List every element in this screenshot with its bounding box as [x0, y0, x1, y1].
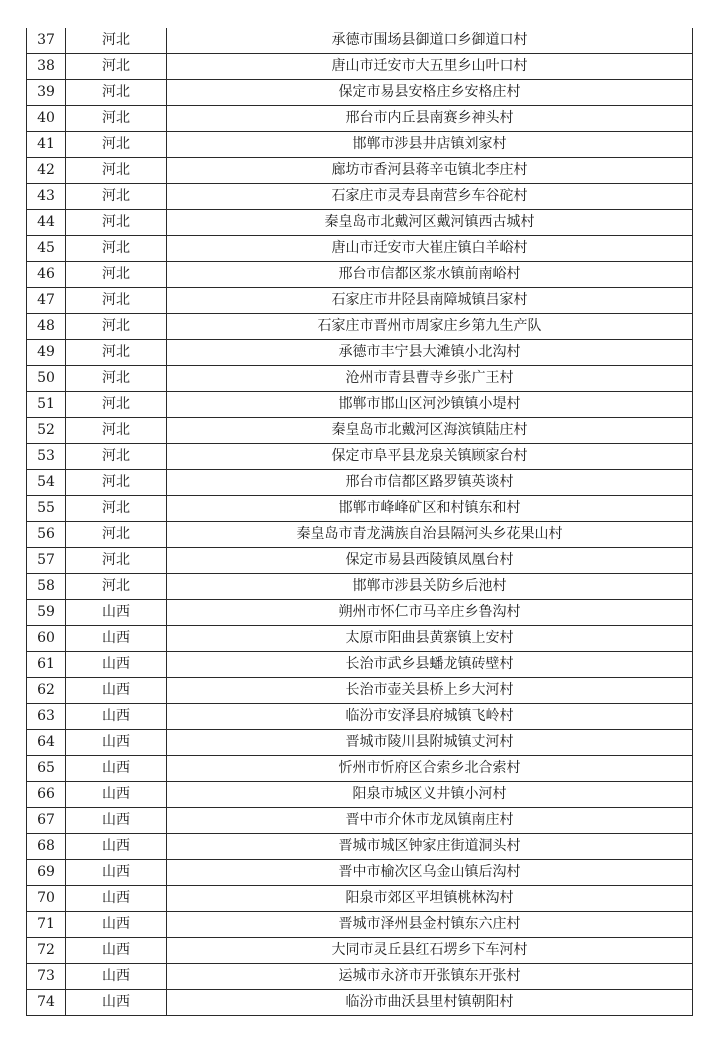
province-cell: 山西 [66, 730, 167, 756]
village-name-cell: 大同市灵丘县红石塄乡下车河村 [167, 938, 693, 964]
province-cell: 河北 [66, 184, 167, 210]
row-number-cell: 66 [27, 782, 66, 808]
village-name-cell: 秦皇岛市北戴河区海滨镇陆庄村 [167, 418, 693, 444]
province-cell: 河北 [66, 340, 167, 366]
village-name-cell: 承德市围场县御道口乡御道口村 [167, 28, 693, 54]
row-number-cell: 56 [27, 522, 66, 548]
table-row [27, 496, 693, 522]
village-name-cell: 邯郸市涉县关防乡后池村 [167, 574, 693, 600]
row-number-cell: 57 [27, 548, 66, 574]
row-number-cell: 52 [27, 418, 66, 444]
province-cell: 河北 [66, 262, 167, 288]
village-name-cell: 邯郸市涉县井店镇刘家村 [167, 132, 693, 158]
row-number-cell: 68 [27, 834, 66, 860]
province-cell: 河北 [66, 28, 167, 54]
row-number-cell: 42 [27, 158, 66, 184]
table-row [27, 912, 693, 938]
row-number-cell: 67 [27, 808, 66, 834]
village-name-cell: 临汾市曲沃县里村镇朝阳村 [167, 990, 693, 1016]
province-cell: 河北 [66, 132, 167, 158]
table-row [27, 288, 693, 314]
village-name-cell: 石家庄市井陉县南障城镇吕家村 [167, 288, 693, 314]
village-name-cell: 邢台市信都区浆水镇前南峪村 [167, 262, 693, 288]
province-cell: 河北 [66, 80, 167, 106]
row-number-cell: 43 [27, 184, 66, 210]
province-cell: 河北 [66, 106, 167, 132]
table-row [27, 938, 693, 964]
table-row [27, 262, 693, 288]
province-cell: 河北 [66, 210, 167, 236]
table-row [27, 626, 693, 652]
row-number-cell: 50 [27, 366, 66, 392]
row-number-cell: 47 [27, 288, 66, 314]
row-number-cell: 38 [27, 54, 66, 80]
village-name-cell: 晋城市城区钟家庄街道洞头村 [167, 834, 693, 860]
row-number-cell: 51 [27, 392, 66, 418]
province-cell: 山西 [66, 886, 167, 912]
village-name-cell: 邢台市内丘县南赛乡神头村 [167, 106, 693, 132]
village-name-cell: 秦皇岛市北戴河区戴河镇西古城村 [167, 210, 693, 236]
table-row [27, 106, 693, 132]
row-number-cell: 63 [27, 704, 66, 730]
village-name-cell: 唐山市迁安市大五里乡山叶口村 [167, 54, 693, 80]
table-row [27, 236, 693, 262]
village-name-cell: 石家庄市晋州市周家庄乡第九生产队 [167, 314, 693, 340]
province-cell: 河北 [66, 392, 167, 418]
table-row [27, 132, 693, 158]
row-number-cell: 70 [27, 886, 66, 912]
village-name-cell: 临汾市安泽县府城镇飞岭村 [167, 704, 693, 730]
table-row [27, 756, 693, 782]
table-row [27, 54, 693, 80]
table-row [27, 964, 693, 990]
province-cell: 河北 [66, 496, 167, 522]
province-cell: 河北 [66, 444, 167, 470]
row-number-cell: 44 [27, 210, 66, 236]
province-cell: 山西 [66, 964, 167, 990]
village-name-cell: 邯郸市邯山区河沙镇镇小堤村 [167, 392, 693, 418]
village-name-cell: 长治市武乡县蟠龙镇砖壁村 [167, 652, 693, 678]
table-row [27, 210, 693, 236]
row-number-cell: 59 [27, 600, 66, 626]
province-cell: 山西 [66, 600, 167, 626]
table-row [27, 314, 693, 340]
table-row [27, 652, 693, 678]
province-cell: 河北 [66, 548, 167, 574]
province-cell: 河北 [66, 288, 167, 314]
row-number-cell: 72 [27, 938, 66, 964]
table-row [27, 444, 693, 470]
province-cell: 河北 [66, 366, 167, 392]
table-row [27, 418, 693, 444]
table-row [27, 548, 693, 574]
village-name-cell: 太原市阳曲县黄寨镇上安村 [167, 626, 693, 652]
province-cell: 山西 [66, 912, 167, 938]
row-number-cell: 62 [27, 678, 66, 704]
province-cell: 河北 [66, 574, 167, 600]
province-cell: 山西 [66, 782, 167, 808]
row-number-cell: 71 [27, 912, 66, 938]
village-name-cell: 晋中市榆次区乌金山镇后沟村 [167, 860, 693, 886]
village-name-cell: 保定市易县安格庄乡安格庄村 [167, 80, 693, 106]
province-cell: 山西 [66, 860, 167, 886]
village-name-cell: 邯郸市峰峰矿区和村镇东和村 [167, 496, 693, 522]
row-number-cell: 39 [27, 80, 66, 106]
table-row [27, 184, 693, 210]
table-row [27, 990, 693, 1016]
table-body [27, 28, 693, 1016]
row-number-cell: 74 [27, 990, 66, 1016]
village-name-cell: 沧州市青县曹寺乡张广王村 [167, 366, 693, 392]
row-number-cell: 60 [27, 626, 66, 652]
row-number-cell: 54 [27, 470, 66, 496]
village-name-cell: 石家庄市灵寿县南营乡车谷砣村 [167, 184, 693, 210]
province-cell: 河北 [66, 314, 167, 340]
province-cell: 山西 [66, 652, 167, 678]
village-name-cell: 保定市易县西陵镇凤凰台村 [167, 548, 693, 574]
province-cell: 河北 [66, 470, 167, 496]
row-number-cell: 37 [27, 28, 66, 54]
table-row [27, 782, 693, 808]
table-row [27, 470, 693, 496]
province-cell: 山西 [66, 834, 167, 860]
province-cell: 河北 [66, 54, 167, 80]
village-name-cell: 秦皇岛市青龙满族自治县隔河头乡花果山村 [167, 522, 693, 548]
village-name-cell: 运城市永济市开张镇东开张村 [167, 964, 693, 990]
table-row [27, 522, 693, 548]
province-cell: 山西 [66, 808, 167, 834]
row-number-cell: 53 [27, 444, 66, 470]
village-name-cell: 承德市丰宁县大滩镇小北沟村 [167, 340, 693, 366]
table-row [27, 678, 693, 704]
row-number-cell: 64 [27, 730, 66, 756]
row-number-cell: 61 [27, 652, 66, 678]
table-row [27, 730, 693, 756]
row-number-cell: 48 [27, 314, 66, 340]
village-name-cell: 唐山市迁安市大崔庄镇白羊峪村 [167, 236, 693, 262]
province-cell: 河北 [66, 418, 167, 444]
village-name-cell: 邢台市信都区路罗镇英谈村 [167, 470, 693, 496]
row-number-cell: 58 [27, 574, 66, 600]
province-cell: 河北 [66, 522, 167, 548]
row-number-cell: 41 [27, 132, 66, 158]
row-number-cell: 55 [27, 496, 66, 522]
village-list-table [26, 28, 693, 1016]
province-cell: 山西 [66, 938, 167, 964]
province-cell: 山西 [66, 704, 167, 730]
province-cell: 河北 [66, 158, 167, 184]
table-row [27, 366, 693, 392]
table-row [27, 28, 693, 54]
row-number-cell: 46 [27, 262, 66, 288]
village-name-cell: 廊坊市香河县蒋辛屯镇北李庄村 [167, 158, 693, 184]
table-row [27, 158, 693, 184]
village-name-cell: 晋城市泽州县金村镇东六庄村 [167, 912, 693, 938]
row-number-cell: 73 [27, 964, 66, 990]
table-row [27, 80, 693, 106]
village-name-cell: 晋中市介休市龙凤镇南庄村 [167, 808, 693, 834]
province-cell: 山西 [66, 626, 167, 652]
table-row [27, 340, 693, 366]
village-name-cell: 阳泉市郊区平坦镇桃林沟村 [167, 886, 693, 912]
row-number-cell: 49 [27, 340, 66, 366]
village-name-cell: 忻州市忻府区合索乡北合索村 [167, 756, 693, 782]
village-name-cell: 阳泉市城区义井镇小河村 [167, 782, 693, 808]
table-row [27, 704, 693, 730]
row-number-cell: 40 [27, 106, 66, 132]
province-cell: 河北 [66, 236, 167, 262]
row-number-cell: 65 [27, 756, 66, 782]
village-name-cell: 长治市壶关县桥上乡大河村 [167, 678, 693, 704]
village-name-cell: 晋城市陵川县附城镇丈河村 [167, 730, 693, 756]
table-row [27, 860, 693, 886]
village-name-cell: 保定市阜平县龙泉关镇顾家台村 [167, 444, 693, 470]
table-row [27, 392, 693, 418]
row-number-cell: 45 [27, 236, 66, 262]
table-row [27, 600, 693, 626]
province-cell: 山西 [66, 756, 167, 782]
province-cell: 山西 [66, 678, 167, 704]
row-number-cell: 69 [27, 860, 66, 886]
table-row [27, 574, 693, 600]
table-row [27, 834, 693, 860]
province-cell: 山西 [66, 990, 167, 1016]
village-name-cell: 朔州市怀仁市马辛庄乡鲁沟村 [167, 600, 693, 626]
table-row [27, 808, 693, 834]
table-row [27, 886, 693, 912]
